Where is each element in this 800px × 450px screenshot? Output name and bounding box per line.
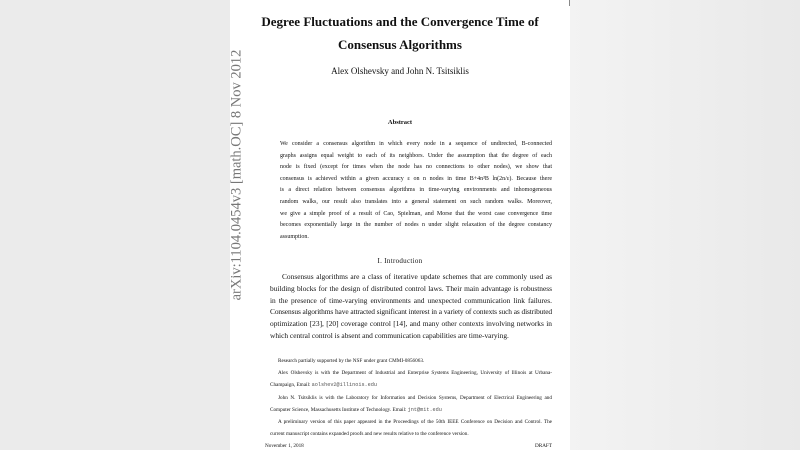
- footer-date: November 1, 2018: [265, 443, 304, 449]
- footnote-author1: Alex Olshevsky is with the Department of Industrial and Enterprise Systems Engineering, University of Illinois at Urbana-: [278, 370, 552, 376]
- pdf-page: [230, 0, 570, 450]
- text-line: Consensus algorithms are a class of iterative update schemes that are commonly used as: [282, 272, 552, 281]
- footnote-author1-cont: [270, 382, 552, 389]
- footnote-preliminary-cont: current manuscript contains expanded proofs and new results relative to the conference version.: [270, 431, 469, 437]
- text-line: graphs assigns equal weight to each of its neighbors. Under the assumption that the degree of each: [280, 152, 552, 159]
- text-line: optimization [23], [20] coverage control [14], and many other contexts involving networks in: [270, 319, 552, 329]
- page-marker: [569, 0, 570, 6]
- text-line: node is fixed (except for times when the node has no connections to other nodes), we show that: [280, 164, 552, 171]
- text-line: which central control is absent and communication capabilities are time-varying.: [270, 331, 509, 340]
- viewer-background-right: [570, 0, 800, 450]
- footnote-text: Computer Science, Massachusetts Institute of Technology. Email:: [270, 407, 408, 413]
- authors: Alex Olshevsky and John N. Tsitsiklis: [331, 66, 469, 76]
- arxiv-stamp: arXiv:1104.0454v3 [math.OC] 8 Nov 2012: [228, 49, 245, 301]
- text-line: is a direct relation between consensus algorithms in time-varying environments and inhomogeneous: [280, 187, 552, 194]
- paper-title-line-2: Consensus Algorithms: [338, 37, 462, 52]
- footer-draft: DRAFT: [534, 443, 552, 449]
- email-link[interactable]: jnt@mit.edu: [407, 407, 442, 413]
- footnote-text: Champaign, Email:: [270, 382, 312, 388]
- footnote-preliminary: A preliminary version of this paper appeared in the Proceedings of the 50th IEEE Conference on Decision and Control. The: [278, 419, 552, 425]
- text-line: consensus is achieved within a given accuracy ε on n nodes in time B+4n³B ln(2n/ε). Because there: [280, 175, 552, 182]
- abstract-heading: Abstract: [387, 119, 413, 126]
- email-link[interactable]: aolshev2@illinois.edu: [311, 382, 378, 388]
- footnote-author2-cont: [270, 407, 552, 414]
- footnote-author2: John N. Tsitsiklis is with the Laboratory for Information and Decision Systems, Department of Electrical Engineering and: [278, 395, 552, 401]
- section-heading: I. Introduction: [377, 257, 423, 265]
- text-line: assumption.: [280, 233, 309, 240]
- text-line: random walks, our result also translates into a general statement on such random walks. Moreover,: [280, 199, 552, 205]
- paper-title-line-1: Degree Fluctuations and the Convergence Time of: [261, 14, 539, 29]
- text-line: Consensus algorithms have attracted significant interest in a variety of contexts such as distributed: [270, 307, 552, 317]
- footnote-funding: Research partially supported by the NSF under grant CMMI-0856063.: [278, 358, 425, 364]
- text-line: we give a simple proof of a result of Cao, Spielman, and Morse that the worst case convergence time: [280, 210, 552, 217]
- text-line: becomes exponentially large in the number of nodes n under slight relaxation of the degree constancy: [280, 222, 552, 229]
- text-line: building blocks for the design of distributed control laws. Their main advantage is robustness: [270, 283, 552, 293]
- text-line: We consider a consensus algorithm in which every node in a sequence of undirected, B-connected: [280, 141, 552, 147]
- text-line: in the presence of time-varying environments and unexpected communication link failures.: [270, 295, 552, 305]
